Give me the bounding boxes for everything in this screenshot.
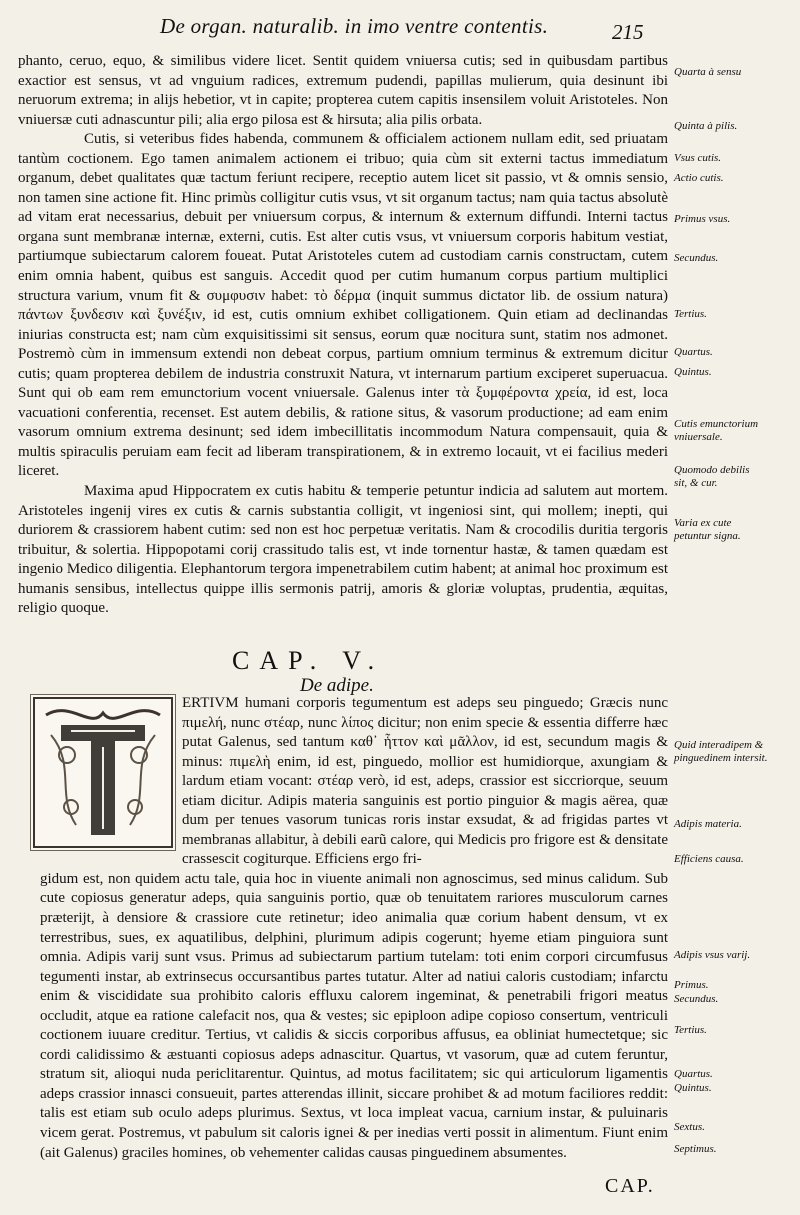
- paragraph: gidum est, non quidem actu tale, quia hoc in viuente animali non agnoscimus, sed minus calidum. Sub cute copiosus generatur adeps, quia sanguinis portio, quæ ob tenuitatem rariores musculorum carnes præterijt, à densiore & crassiore cute retinetur; ideo animalia quæ corium habent densum, vt ex terrestribus, sues, ex aquatilibus, delphini, plurimum adipis cogerunt; hyeme etiam pinguiora sunt omnia. Adipis varij sunt vsus. Primus ad subiectarum partium tutelam: toti enim corpori circumfusus tegumenti instar, ab extrinsecus occursantibus partes tutatur. Alter ad natiui caloris custodiam; infarctu enim & viscididate sua prohibito caloris effluxu calorem ingeminat, & penetrabili frigori meatus occludit, atque ea ratione calefacit nos, qua & vestes; sic epiploon adipe copioso consertum, ventriculi coctionem iuuare creditur. Tertius, vt calidis & siccis corporibus affusus, ea obliniat humectetque; sic cordi calidissimo & æstuanti copiosus adeps adnascitur. Quartus, vt vasorum, quæ ad cutem feruntur, stratum sit, alioqui nuda periclitarentur. Quintus, ad motus facilitatem; sic qui articulorum ligamentis adeps crassior innasci consueuit, partes atterendas illinit, siccare prohibet & ad motum faciliores reddit: talis est etiam sub oculo adeps plurimus. Sextus, vt loca impleat vacua, carnium instar, & puluinaris vicem gerat. Postremus, vt pabulum sit caloris ignei & per inedias verti possit in alimentum. Fiunt enim (ait Galenus) graciles homines, ob vehementer calidas causas pinguedinem absumentes.: [40, 870, 668, 1161]
- margin-note: Actio cutis.: [674, 172, 724, 184]
- margin-note: Quintus.: [674, 366, 712, 378]
- margin-note: Secundus.: [674, 993, 719, 1005]
- margin-note: Quid interadipem & pinguedinem intersit.: [674, 739, 768, 764]
- margin-note: Quartus.: [674, 1068, 713, 1080]
- margin-note: Quinta à pilis.: [674, 120, 738, 132]
- chapter-heading: CAP. V.: [232, 646, 385, 675]
- margin-note: Secundus.: [674, 252, 719, 264]
- margin-note: Tertius.: [674, 1024, 707, 1036]
- margin-note: Cutis emunctorium vniuersale.: [674, 418, 759, 443]
- margin-note: Quomodo debilis sit, & cur.: [674, 464, 750, 489]
- running-header: De organ. naturalib. in imo ventre contentis.: [160, 14, 549, 38]
- margin-note: Primus.: [674, 979, 709, 991]
- main-text-upper: [18, 52, 668, 619]
- paragraph: phanto, ceruo, equo, & similibus videre licet. Sentit quidem vniuersa cutis; sed in quibusdam partibus exactior est sensus, vt ad vnguium radices, extremum pudendi, papillas mulierum, quia desinunt ibi neruorum extrema; in alijs hebetior, vt in capite; propterea cutem capitis insensilem voluit Aristoteles. Non vniuersæ cuti adnascuntur pili; alia ergo pilosa est & hirsuta; alia pilis orbata.: [18, 53, 668, 128]
- margin-note: Adipis materia.: [674, 818, 742, 830]
- chapter-subtitle: De adipe.: [300, 675, 374, 696]
- main-text-lower: [40, 694, 668, 1163]
- margin-note: Tertius.: [674, 308, 707, 320]
- paragraph-wrapped: ERTIVM humani corporis tegumentum est adeps seu pinguedo; Græcis nunc πιμελή, nunc στέαρ, nunc λίπος dicitur; non enim specie & essentia differre hæc putat Galenus, sed tantum καθ᾽ ἧττον καὶ μᾶλλον, id est, secundum magis & minus: πιμελὴ enim, id est, pinguedo, mollior est humidiorque, axungiam & lardum etiam vocant: στέαρ verò, id est, adeps, crassior est siccriorque, seuum etiam dicitur. Adipis materia sanguinis est portio pinguior & magis aërea, quæ dum per tenues vasorum tunicas roris instar exsudat, & ad frigidas partes vt membranas allabitur, à debili earũ calore, qui Medicis pro frigore est & densitate crassescit cogiturque. Efficiens ergo fri-: [182, 695, 668, 868]
- paragraph: Cutis, si veteribus fides habenda, communem & officialem actionem nullam edit, sed priuatam tantùm coctionem. Ego tamen animalem actionem ei tribuo; quia cùm sit externi tactus immediatum organum, debet qualitates quæ tactum feriunt recipere, receptio autem licet sit passio, vt & omnis sensio, non tamen sine actione fit. Hinc primùs colligitur cutis vsus, vt sit organum tactus; nam quia tactus absolutè ad vitam erat necessarius, debuit per vniuersum corpus, & internum & externum diffundi. Interni tactus organa sunt membranæ internæ, externi, cutis. Est alter cutis vsus, vt vniuersum corporis habitum vestiat, partiumque subiectarum calorem foueat. Putat Aristoteles cutem ad custodiam carnis constructam, cutem enim omnia habent, quibus est sanguis. Accedit quod per cutim humanum corpus partium multiplici structura varium, vnum fit & συμφυσιν habet: τὸ δέρμα (inquit summus dictator lib. de ossium natura) πάντων ξυνδεσιν καὶ ξυνέξιν, id est, cutis omnium exhibet colligationem. Quin etiam ad declinandas iniurias constructa est; nam cùm exquisitissimi sit sensus, eorum quæ nocitura sunt, statim nos admonet. Postremò cùm in immensum extendi non debeat corpus, partium omnium terminus & extremum dicitur cutis; quam propterea debilem de industria construxit Natura, vt internarum partium exciperet superuacua. Sunt qui ob eam rem emunctorium vocent vniuersale. Galenus inter τὰ ξυμφέροντα χρεία, id est, loca vacuationi conferentia, recenset. Est autem debilis, & ratione situs, & vasorum productione; ad eam enim vasorum omnium extrema desinunt; sed idem imbecillitatis incommodum Natura compensauit, quia & multis spiraculis peruiam eam fecit ad liberam transpirationem, & in extremo locauit, vt ei facilius mederi liceret.: [18, 131, 668, 480]
- margin-note: Primus vsus.: [674, 213, 731, 225]
- margin-note: Quartus.: [674, 346, 713, 358]
- margin-note: Sextus.: [674, 1121, 705, 1133]
- margin-note: Varia ex cute petuntur signa.: [674, 517, 741, 542]
- margin-note: Adipis vsus varij.: [674, 949, 751, 961]
- margin-note: Quintus.: [674, 1082, 712, 1094]
- paragraph: Maxima apud Hippocratem ex cutis habitu & temperie petuntur indicia ad salutem aut mortem. Aristoteles ingenij vires ex cutis & carnis substantia colligit, vt ingeniosi sint, qui mollem; inepti, qui duriorem & crassiorem habent cutim: sed non est hoc perpetuæ veritatis. Nam & crocodilis duritia tergoris tribuitur, & solertia. Hippopotami corij crassitudo talis est, vt inde tornentur hastæ, & tamen quædam est ingenio Medico diligentia. Elephantorum tergora impenetrabilem cutim habent; at animal hoc proximum est humanis sensibus, intellectus quippe illis sermonis patrij, amoris & gloriæ voluptas, prudentia, æquitas, religio quoque.: [18, 483, 668, 617]
- catchword: CAP.: [605, 1175, 655, 1197]
- margin-note: Quarta à sensu: [674, 66, 742, 78]
- margin-note: Vsus cutis.: [674, 152, 722, 164]
- margin-note: Efficiens causa.: [674, 853, 744, 865]
- margin-note: Septimus.: [674, 1143, 717, 1155]
- page-number: 215: [612, 20, 644, 44]
